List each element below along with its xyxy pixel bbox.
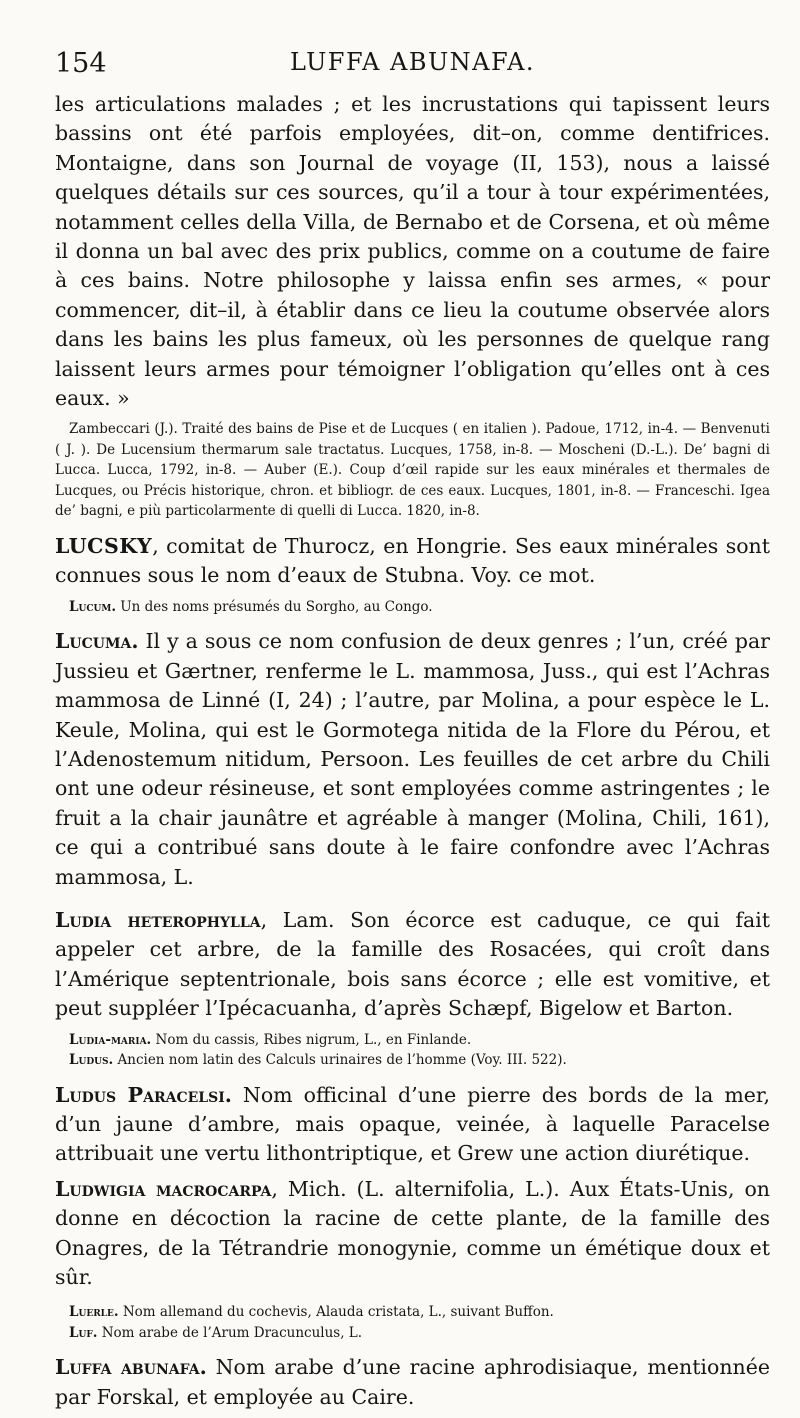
entry-headword: Ludia-maria. (69, 1031, 152, 1048)
entry-text: Il y a sous ce nom confusion de deux genres ; l’un, créé par Jussieu et Gærtner, renferme le L. mammosa, Juss., qui est l’Achras mammosa de Linné (I, 24) ; l’autre, par Molina, a pour espèce le L. Keule, Molina, qui est le Gormotega nitida de la Flore du Pérou, et l’Adenostemum nitidum, Persoon. Les feuilles de cet arbre du Chili ont une odeur résineuse, et sont employées comme astringentes ; le fruit a la chair jaunâtre et agréable à manger (Molina, Chili, 161), ce qui a contribué sans doute à le faire confondre avec l’Achras mammosa, L. (55, 629, 770, 889)
entry-headword: Luf. (69, 1324, 98, 1341)
entry-headword: Luffa abunafa. (55, 1355, 207, 1380)
entry-headword: LUCSKY (55, 533, 153, 558)
entry-text: Nom du cassis, Ribes nigrum, L., en Finlande. (151, 1031, 472, 1048)
entry-text: Un des noms présumés du Sorgho, au Congo. (116, 598, 433, 615)
entry-ludus-paracelsi (55, 1081, 770, 1169)
continued-paragraph (55, 90, 770, 413)
entry-text: Nom allemand du cochevis, Alauda cristata, L., suivant Buffon. (118, 1304, 554, 1321)
page-header (55, 48, 770, 86)
entry-headword: Ludia heterophylla (55, 907, 261, 932)
entry-headword: Luerle. (69, 1304, 119, 1321)
entry-text: Zambeccari (J.). Traité des bains de Pise et de Lucques ( en italien ). Padoue, 1712, in-4. — Benvenuti ( J. ). De Lucensium thermarum sale tractatus. Lucques, 1758, in-8. — Moscheni (D.-L.). De’ bagni di Lucca. Lucca, 1792, in-8. — Auber (E.). Coup d’œil rapide sur les eaux minérales et thermales de Lucques, ou Précis historique, chron. et bibliogr. de ces eaux. Lucques, 1801, in-8. — Franceschi. Igea de’ bagni, e più particolarmente di quelli di Lucca. 1820, in-8. (55, 421, 770, 520)
entry-text: Ancien nom latin des Calculs urinaires de l’homme (Voy. III. 522). (113, 1052, 567, 1069)
entry-luerle (55, 1302, 770, 1323)
entry-headword: Ludwigia macrocarpa (55, 1176, 272, 1201)
entry-headword: Lucum. (69, 598, 117, 615)
entry-text: Nom officinal d’une pierre des bords de la mer, d’un jaune d’ambre, mais opaque, veinée, à laquelle Paracelse attribuait une vertu lithontriptique, et Grew une action diurétique. (55, 1082, 771, 1166)
entry-text: Nom arabe d’une racine aphrodisiaque, mentionnée par Forskal, et employée au Caire. (55, 1355, 770, 1409)
bibliography-note (55, 419, 770, 522)
entry-ludwigia (55, 1175, 770, 1293)
entry-lucsky (55, 532, 770, 591)
entry-text: , Mich. (L. alternifolia, L.). Aux États-Unis, on donne en décoction la racine de cette plante, de la famille des Onagres, de la Tétrandrie monogynie, comme un émétique doux et sûr. (55, 1176, 770, 1289)
entry-headword: Ludus. (69, 1052, 114, 1069)
entry-luf (55, 1323, 770, 1344)
entry-lucum (55, 597, 770, 618)
entry-text: les articulations malades ; et les incrustations qui tapissent leurs bassins ont été parfois employées, dit–on, comme dentifrices. Montaigne, dans son Journal de voyage (II, 153), nous a laissé quelques détails sur ces sources, qu’il a tour à tour expérimentées, notamment celles della Villa, de Bernabo et de Corsena, et où même il donna un bal avec des prix publics, comme on a coutume de faire à ces bains. Notre philosophe y laissa enfin ses armes, « pour commencer, dit–il, à établir dans ce lieu la coutume observée alors dans les bains les plus fameux, où les personnes de quelque rang laissent leurs armes pour témoigner l’obligation qu’elles ont à ces eaux. » (55, 92, 770, 411)
entry-text: , comitat de Thurocz, en Hongrie. Ses eaux minérales sont connues sous le nom d’eaux de Stubna. Voy. ce mot. (55, 533, 770, 588)
entry-luffa-abunafa (55, 1353, 770, 1412)
entry-ludia-maria (55, 1030, 770, 1051)
page-number: 154 (55, 48, 107, 79)
entry-ludia-heterophylla (55, 906, 770, 1024)
entry-headword: Ludus Paracelsi. (55, 1082, 232, 1107)
entry-text: , Lam. Son écorce est caduque, ce qui fait appeler cet arbre, de la famille des Rosacées, qui croît dans l’Amérique septentrionale, bois sans écorce ; elle est vomitive, et peut suppléer l’Ipécacuanha, d’après Schæpf, Bigelow et Barton. (55, 907, 770, 1021)
entry-text: Nom arabe de l’Arum Dracunculus, L. (97, 1324, 363, 1341)
running-head: LUFFA ABUNAFA. (289, 48, 536, 76)
entry-headword: Lucuma. (55, 629, 139, 654)
entry-ludus (55, 1050, 770, 1071)
entry-lucuma (55, 627, 770, 892)
